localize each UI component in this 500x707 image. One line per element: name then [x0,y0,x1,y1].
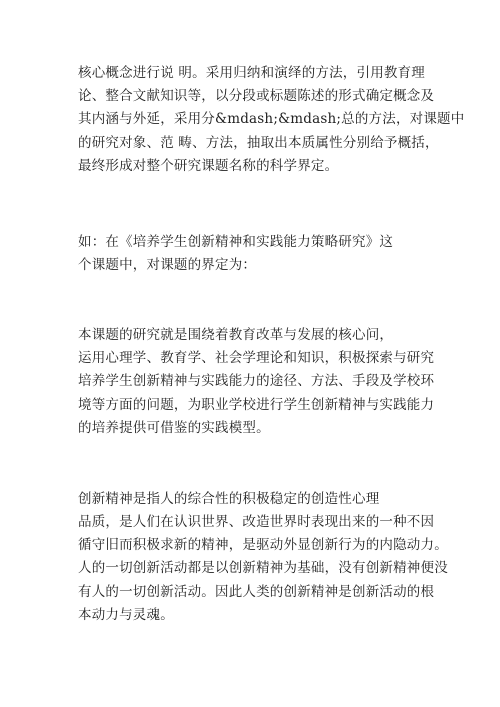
paragraph-1-line-2: 论、整合文献知识等，以分段或标题陈述的形式确定概念及 [78,88,435,104]
paragraph-1-line-5: 最终形成对整个研究课题名称的科学界定。 [78,158,339,174]
paragraph-4-line-4: 人的一切创新活动都是以创新精神为基础，没有创新精神便没 [78,560,448,576]
paragraph-4-line-3: 循守旧而积极求新的精神，是驱动外显创新行为的内隐动力。 [78,537,448,553]
paragraph-3-line-2: 运用心理学、教育学、社会学理论和知识，积极探索与研究 [78,350,435,366]
paragraph-1-line-4: 的研究对象、范 畴、方法，抽取出本质属性分别给予概括， [78,135,439,151]
paragraph-4-line-1: 创新精神是指人的综合性的积极稳定的创造性心理 [78,491,380,507]
paragraph-3-line-3: 培养学生创新精神与实践能力的途径、方法、手段及学校环 [78,373,435,389]
paragraph-1-line-3: 其内涵与外延，采用分&mdash;&mdash;总的方法，对课题中 [78,111,465,127]
paragraph-2-line-1: 如：在《培养学生创新精神和实践能力策略研究》这 [78,234,394,250]
paragraph-4-line-2: 品质，是人们在认识世界、改造世界时表现出来的一种不因 [78,514,435,530]
paragraph-4-line-6: 本动力与灵魂。 [78,607,174,623]
paragraph-4-line-5: 有人的一切创新活动。因此人类的创新精神是创新活动的根 [78,584,435,600]
paragraph-3-line-5: 的培养提供可借鉴的实践模型。 [78,420,270,436]
paragraph-3-line-1: 本课题的研究就是围绕着教育改革与发展的核心问， [78,327,394,343]
paragraph-3-line-4: 境等方面的问题，为职业学校进行学生创新精神与实践能力 [78,397,435,413]
paragraph-1-line-1: 核心概念进行说 明。采用归纳和演绎的方法，引用教育理 [78,65,425,81]
paragraph-2-line-2: 个课题中，对课题的界定为： [78,257,257,273]
